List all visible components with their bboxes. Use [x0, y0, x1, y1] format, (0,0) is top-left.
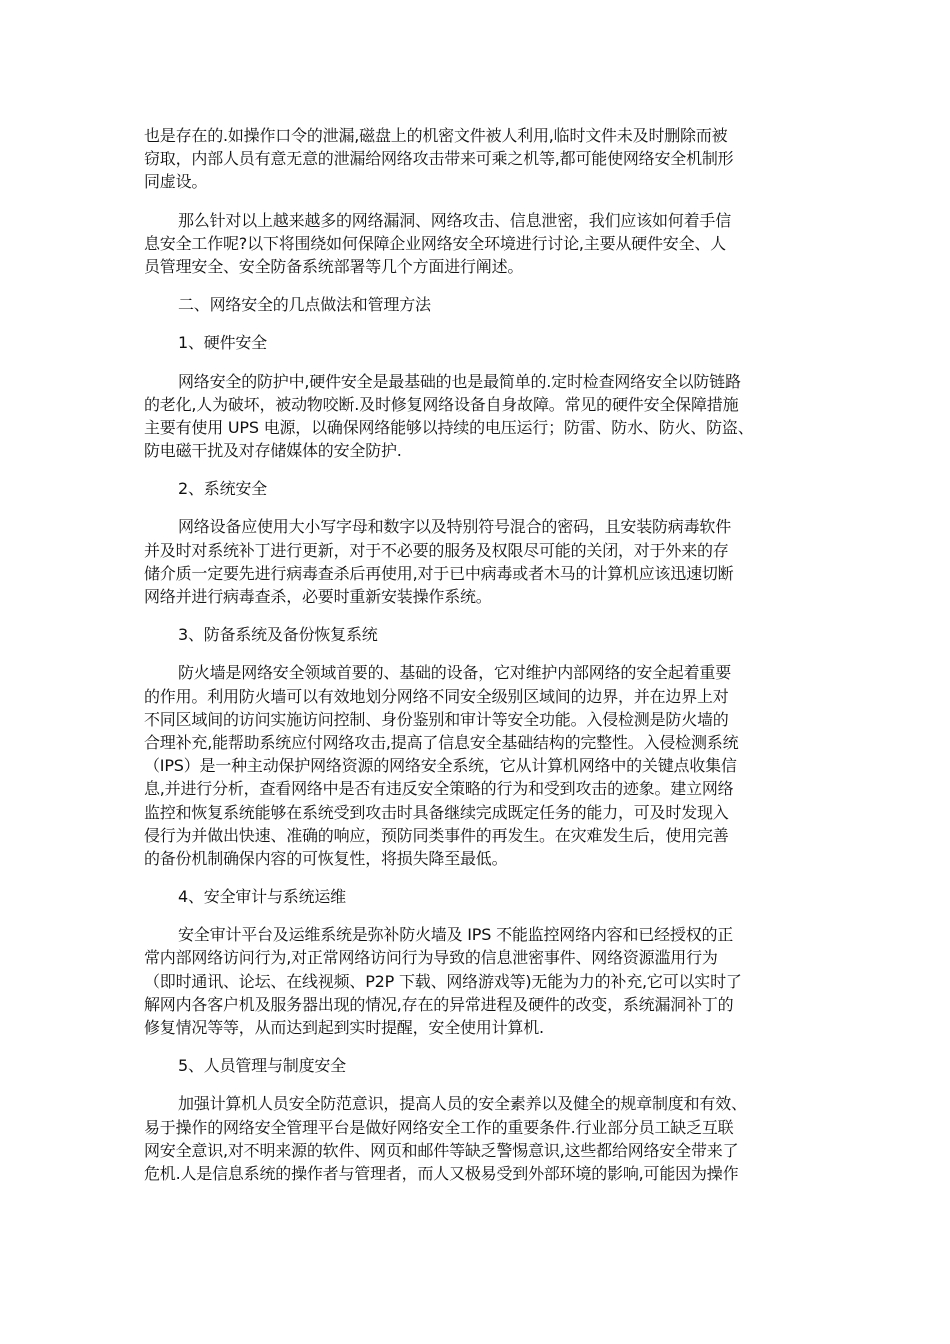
text-line: 网安全意识,对不明来源的软件、网页和邮件等缺乏警惕意识,这些都给网络安全带来了: [144, 1140, 739, 1160]
text-line: 修复情况等等，从而达到起到实时提醒，安全使用计算机.: [144, 1018, 544, 1037]
text-line: 窃取，内部人员有意无意的泄漏给网络攻击带来可乘之机等,都可能使网络安全机制形: [144, 149, 734, 169]
paragraph-question: [144, 209, 808, 279]
section-heading: 二、网络安全的几点做法和管理方法: [178, 295, 431, 315]
text-line: 易于操作的网络安全管理平台是做好网络安全工作的重要条件.行业部分员工缺乏互联: [144, 1117, 734, 1137]
text-line: 员管理安全、安全防备系统部署等几个方面进行阐述。: [144, 256, 524, 276]
text-line: 主要有使用 UPS 电源，以确保网络能够以持续的电压运行；防雷、防水、防火、防盗、: [144, 417, 754, 437]
paragraph-system: [144, 515, 808, 608]
document-page: [144, 124, 808, 1200]
paragraph-intro: [144, 124, 808, 194]
text-line: 解网内各客户机及服务器出现的情况,存在的异常进程及硬件的改变，系统漏洞补丁的: [144, 994, 734, 1014]
text-line: 也是存在的.如操作口令的泄漏,磁盘上的机密文件被人利用,临时文件未及时删除而被: [144, 126, 728, 145]
text-line: 监控和恢复系统能够在系统受到攻击时具备继续完成既定任务的能力，可及时发现入: [144, 802, 729, 822]
text-line: 防电磁干扰及对存储媒体的安全防护.: [144, 441, 402, 461]
text-line: 合理补充,能帮助系统应付网络攻击,提高了信息安全基础结构的完整性。入侵检测系统: [144, 732, 739, 752]
text-line: 危机.人是信息系统的操作者与管理者，而人又极易受到外部环境的影响,可能因为操作: [144, 1163, 739, 1183]
text-line: 安全审计平台及运维系统是弥补防火墙及 IPS 不能监控网络内容和已经授权的正: [178, 925, 734, 945]
text-line: 息安全工作呢?以下将围绕如何保障企业网络安全环境进行讨论,主要从硬件安全、人: [144, 233, 726, 253]
text-line: 加强计算机人员安全防范意识，提高人员的安全素养以及健全的规章制度和有效、: [178, 1094, 747, 1114]
subsection-heading-audit: 4、安全审计与系统运维: [178, 887, 346, 907]
subsection-heading-system: 2、系统安全: [178, 479, 267, 499]
subsection-heading-hardware: 1、硬件安全: [178, 333, 267, 353]
text-line: （IPS）是一种主动保护网络资源的网络安全系统，它从计算机网络中的关键点收集信: [144, 756, 737, 776]
text-line: 息,并进行分析，查看网络中是否有违反安全策略的行为和受到攻击的迹象。建立网络: [144, 779, 734, 799]
text-line: 防火墙是网络安全领域首要的、基础的设备，它对维护内部网络的安全起着重要: [178, 663, 732, 683]
paragraph-audit: [144, 923, 808, 1039]
text-line: 的备份机制确保内容的可恢复性，将损失降至最低。: [144, 848, 508, 868]
subsection-heading-personnel: 5、人员管理与制度安全: [178, 1056, 346, 1076]
text-line: 那么针对以上越来越多的网络漏洞、网络攻击、信息泄密，我们应该如何着手信: [178, 210, 732, 230]
paragraph-personnel: [144, 1092, 808, 1185]
text-line: 储介质一定要先进行病毒查杀后再使用,对于已中病毒或者木马的计算机应该迅速切断: [144, 563, 734, 583]
paragraph-hardware: [144, 370, 808, 463]
text-line: 常内部网络访问行为,对正常网络访问行为导致的信息泄密事件、网络资源滥用行为: [144, 948, 718, 968]
text-line: 侵行为并做出快速、准确的响应，预防同类事件的再发生。在灾难发生后，使用完善: [144, 825, 729, 845]
subsection-heading-defense: 3、防备系统及备份恢复系统: [178, 625, 378, 645]
text-line: （即时通讯、论坛、在线视频、P2P 下载、网络游戏等)无能为力的补充,它可以实时了: [144, 971, 742, 991]
paragraph-defense: [144, 661, 808, 870]
text-line: 同虚设。: [144, 172, 208, 192]
text-line: 的作用。利用防火墙可以有效地划分网络不同安全级别区域间的边界，并在边界上对: [144, 686, 729, 706]
text-line: 网络设备应使用大小写字母和数字以及特别符号混合的密码，且安装防病毒软件: [178, 517, 732, 537]
text-line: 并及时对系统补丁进行更新，对于不必要的服务及权限尽可能的关闭，对于外来的存: [144, 540, 729, 560]
text-line: 的老化,人为破坏，被动物咬断.及时修复网络设备自身故障。常见的硬件安全保障措施: [144, 394, 739, 414]
text-line: 网络并进行病毒查杀，必要时重新安装操作系统。: [144, 587, 492, 606]
text-line: 不同区域间的访问实施访问控制、身份鉴别和审计等安全功能。入侵检测是防火墙的: [144, 709, 729, 729]
text-line: 网络安全的防护中,硬件安全是最基础的也是最简单的.定时检查网络安全以防链路: [178, 371, 741, 391]
